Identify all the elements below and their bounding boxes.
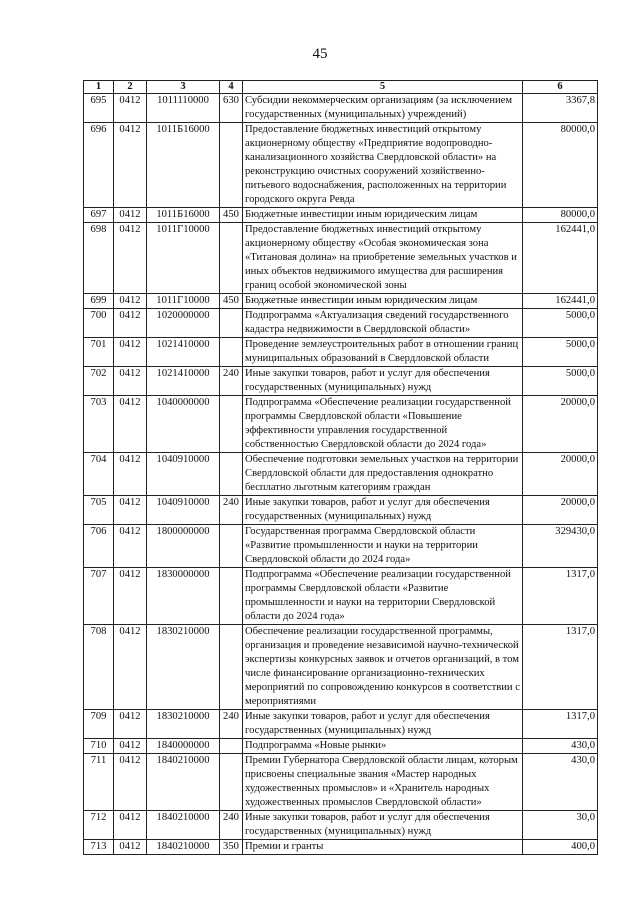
amount-cell: 3367,8 bbox=[523, 94, 598, 123]
amount-cell: 80000,0 bbox=[523, 123, 598, 208]
row-number-cell: 699 bbox=[84, 294, 114, 309]
table-row bbox=[84, 208, 598, 223]
expense-type-cell bbox=[220, 223, 243, 294]
target-code-cell: 1830000000 bbox=[147, 568, 220, 625]
amount-cell: 80000,0 bbox=[523, 208, 598, 223]
description-cell: Подпрограмма «Новые рынки» bbox=[243, 739, 523, 754]
header-col-5: 5 bbox=[243, 81, 523, 94]
target-code-cell: 1011110000 bbox=[147, 94, 220, 123]
row-number-cell: 702 bbox=[84, 367, 114, 396]
table-row bbox=[84, 309, 598, 338]
table-body bbox=[84, 94, 598, 855]
section-code-cell: 0412 bbox=[114, 754, 147, 811]
description-cell: Бюджетные инвестиции иным юридическим лицам bbox=[243, 208, 523, 223]
row-number-cell: 706 bbox=[84, 525, 114, 568]
section-code-cell: 0412 bbox=[114, 453, 147, 496]
expense-type-cell bbox=[220, 123, 243, 208]
row-number-cell: 708 bbox=[84, 625, 114, 710]
table-row bbox=[84, 496, 598, 525]
expense-type-cell bbox=[220, 739, 243, 754]
table-row bbox=[84, 294, 598, 309]
target-code-cell: 1800000000 bbox=[147, 525, 220, 568]
amount-cell: 1317,0 bbox=[523, 568, 598, 625]
expense-type-cell: 240 bbox=[220, 710, 243, 739]
table-row bbox=[84, 123, 598, 208]
target-code-cell: 1840210000 bbox=[147, 811, 220, 840]
header-col-2: 2 bbox=[114, 81, 147, 94]
target-code-cell: 1040000000 bbox=[147, 396, 220, 453]
expense-type-cell: 240 bbox=[220, 811, 243, 840]
target-code-cell: 1011Г10000 bbox=[147, 223, 220, 294]
description-cell: Обеспечение подготовки земельных участков на территории Свердловской области для предоставления однократно бесплатно льготным категориям граждан bbox=[243, 453, 523, 496]
section-code-cell: 0412 bbox=[114, 208, 147, 223]
expense-type-cell: 450 bbox=[220, 294, 243, 309]
row-number-cell: 711 bbox=[84, 754, 114, 811]
amount-cell: 1317,0 bbox=[523, 625, 598, 710]
expense-type-cell bbox=[220, 525, 243, 568]
table-row bbox=[84, 568, 598, 625]
section-code-cell: 0412 bbox=[114, 496, 147, 525]
table-row bbox=[84, 223, 598, 294]
expense-type-cell: 240 bbox=[220, 367, 243, 396]
amount-cell: 329430,0 bbox=[523, 525, 598, 568]
description-cell: Субсидии некоммерческим организациям (за исключением государственных (муниципальных) учреждений) bbox=[243, 94, 523, 123]
target-code-cell: 1020000000 bbox=[147, 309, 220, 338]
amount-cell: 1317,0 bbox=[523, 710, 598, 739]
row-number-cell: 707 bbox=[84, 568, 114, 625]
expense-type-cell bbox=[220, 309, 243, 338]
target-code-cell: 1840210000 bbox=[147, 754, 220, 811]
row-number-cell: 701 bbox=[84, 338, 114, 367]
expense-type-cell bbox=[220, 754, 243, 811]
target-code-cell: 1840000000 bbox=[147, 739, 220, 754]
table-row bbox=[84, 453, 598, 496]
amount-cell: 20000,0 bbox=[523, 396, 598, 453]
description-cell: Иные закупки товаров, работ и услуг для обеспечения государственных (муниципальных) нужд bbox=[243, 367, 523, 396]
table-row bbox=[84, 739, 598, 754]
header-col-3: 3 bbox=[147, 81, 220, 94]
target-code-cell: 1040910000 bbox=[147, 453, 220, 496]
section-code-cell: 0412 bbox=[114, 294, 147, 309]
table-row bbox=[84, 396, 598, 453]
budget-table bbox=[83, 80, 598, 855]
row-number-cell: 712 bbox=[84, 811, 114, 840]
description-cell: Предоставление бюджетных инвестиций открытому акционерному обществу «Особая экономическая зона «Титановая долина» на приобретение земельных участков и иных объектов недвижимого имущества для расширения границ особой экономической зоны bbox=[243, 223, 523, 294]
expense-type-cell: 350 bbox=[220, 840, 243, 855]
description-cell: Премии и гранты bbox=[243, 840, 523, 855]
header-col-1: 1 bbox=[84, 81, 114, 94]
expense-type-cell bbox=[220, 338, 243, 367]
section-code-cell: 0412 bbox=[114, 367, 147, 396]
header-col-4: 4 bbox=[220, 81, 243, 94]
row-number-cell: 710 bbox=[84, 739, 114, 754]
row-number-cell: 698 bbox=[84, 223, 114, 294]
section-code-cell: 0412 bbox=[114, 338, 147, 367]
table-header-row bbox=[84, 81, 598, 94]
amount-cell: 430,0 bbox=[523, 754, 598, 811]
section-code-cell: 0412 bbox=[114, 840, 147, 855]
amount-cell: 162441,0 bbox=[523, 294, 598, 309]
row-number-cell: 704 bbox=[84, 453, 114, 496]
table-row bbox=[84, 525, 598, 568]
amount-cell: 430,0 bbox=[523, 739, 598, 754]
description-cell: Подпрограмма «Обеспечение реализации государственной программы Свердловской области «Повышение эффективности управления государственной собственностью Свердловской области до 2024 года» bbox=[243, 396, 523, 453]
section-code-cell: 0412 bbox=[114, 568, 147, 625]
target-code-cell: 1040910000 bbox=[147, 496, 220, 525]
target-code-cell: 1011Г10000 bbox=[147, 294, 220, 309]
description-cell: Проведение землеустроительных работ в отношении границ муниципальных образований в Свердловской области bbox=[243, 338, 523, 367]
section-code-cell: 0412 bbox=[114, 94, 147, 123]
description-cell: Государственная программа Свердловской области «Развитие промышленности и науки на территории Свердловской области до 2024 года» bbox=[243, 525, 523, 568]
amount-cell: 5000,0 bbox=[523, 309, 598, 338]
expense-type-cell bbox=[220, 453, 243, 496]
row-number-cell: 696 bbox=[84, 123, 114, 208]
target-code-cell: 1840210000 bbox=[147, 840, 220, 855]
description-cell: Иные закупки товаров, работ и услуг для обеспечения государственных (муниципальных) нужд bbox=[243, 710, 523, 739]
description-cell: Предоставление бюджетных инвестиций открытому акционерному обществу «Предприятие водопроводно-канализационного хозяйства Свердловской области» на реконструкцию очистных сооружений хозяйственно-питьевого водоснабжения, расположенных на территории городского округа Ревда bbox=[243, 123, 523, 208]
row-number-cell: 695 bbox=[84, 94, 114, 123]
section-code-cell: 0412 bbox=[114, 710, 147, 739]
section-code-cell: 0412 bbox=[114, 309, 147, 338]
table-row bbox=[84, 710, 598, 739]
expense-type-cell: 630 bbox=[220, 94, 243, 123]
target-code-cell: 1011Б16000 bbox=[147, 208, 220, 223]
header-col-6: 6 bbox=[523, 81, 598, 94]
section-code-cell: 0412 bbox=[114, 525, 147, 568]
row-number-cell: 700 bbox=[84, 309, 114, 338]
amount-cell: 5000,0 bbox=[523, 367, 598, 396]
table-row bbox=[84, 367, 598, 396]
expense-type-cell: 450 bbox=[220, 208, 243, 223]
description-cell: Премии Губернатора Свердловской области лицам, которым присвоены специальные звания «Мастер народных художественных промыслов» и «Хранитель народных художественных промыслов Свердловской области» bbox=[243, 754, 523, 811]
target-code-cell: 1830210000 bbox=[147, 625, 220, 710]
target-code-cell: 1011Б16000 bbox=[147, 123, 220, 208]
section-code-cell: 0412 bbox=[114, 396, 147, 453]
expense-type-cell: 240 bbox=[220, 496, 243, 525]
amount-cell: 30,0 bbox=[523, 811, 598, 840]
table-row bbox=[84, 94, 598, 123]
table-row bbox=[84, 754, 598, 811]
amount-cell: 5000,0 bbox=[523, 338, 598, 367]
amount-cell: 20000,0 bbox=[523, 496, 598, 525]
target-code-cell: 1830210000 bbox=[147, 710, 220, 739]
table-row bbox=[84, 811, 598, 840]
description-cell: Иные закупки товаров, работ и услуг для обеспечения государственных (муниципальных) нужд bbox=[243, 496, 523, 525]
target-code-cell: 1021410000 bbox=[147, 367, 220, 396]
page-number: 45 bbox=[312, 46, 328, 62]
section-code-cell: 0412 bbox=[114, 625, 147, 710]
table-row bbox=[84, 338, 598, 367]
row-number-cell: 713 bbox=[84, 840, 114, 855]
description-cell: Подпрограмма «Обеспечение реализации государственной программы Свердловской области «Развитие промышленности и науки на территории Свердловской области до 2024 года» bbox=[243, 568, 523, 625]
expense-type-cell bbox=[220, 625, 243, 710]
description-cell: Подпрограмма «Актуализация сведений государственного кадастра недвижимости в Свердловской области» bbox=[243, 309, 523, 338]
description-cell: Иные закупки товаров, работ и услуг для обеспечения государственных (муниципальных) нужд bbox=[243, 811, 523, 840]
target-code-cell: 1021410000 bbox=[147, 338, 220, 367]
row-number-cell: 697 bbox=[84, 208, 114, 223]
expense-type-cell bbox=[220, 568, 243, 625]
expense-type-cell bbox=[220, 396, 243, 453]
amount-cell: 20000,0 bbox=[523, 453, 598, 496]
amount-cell: 400,0 bbox=[523, 840, 598, 855]
section-code-cell: 0412 bbox=[114, 123, 147, 208]
section-code-cell: 0412 bbox=[114, 223, 147, 294]
description-cell: Обеспечение реализации государственной программы, организация и проведение независимой научно-технической экспертизы конкурсных заявок и отчетов организаций, в том числе финансирование организационно-технических мероприятий по сопровождению конкурсов в соответствии с мероприятиями bbox=[243, 625, 523, 710]
row-number-cell: 705 bbox=[84, 496, 114, 525]
description-cell: Бюджетные инвестиции иным юридическим лицам bbox=[243, 294, 523, 309]
table-row bbox=[84, 625, 598, 710]
table-row bbox=[84, 840, 598, 855]
amount-cell: 162441,0 bbox=[523, 223, 598, 294]
row-number-cell: 703 bbox=[84, 396, 114, 453]
section-code-cell: 0412 bbox=[114, 739, 147, 754]
row-number-cell: 709 bbox=[84, 710, 114, 739]
section-code-cell: 0412 bbox=[114, 811, 147, 840]
